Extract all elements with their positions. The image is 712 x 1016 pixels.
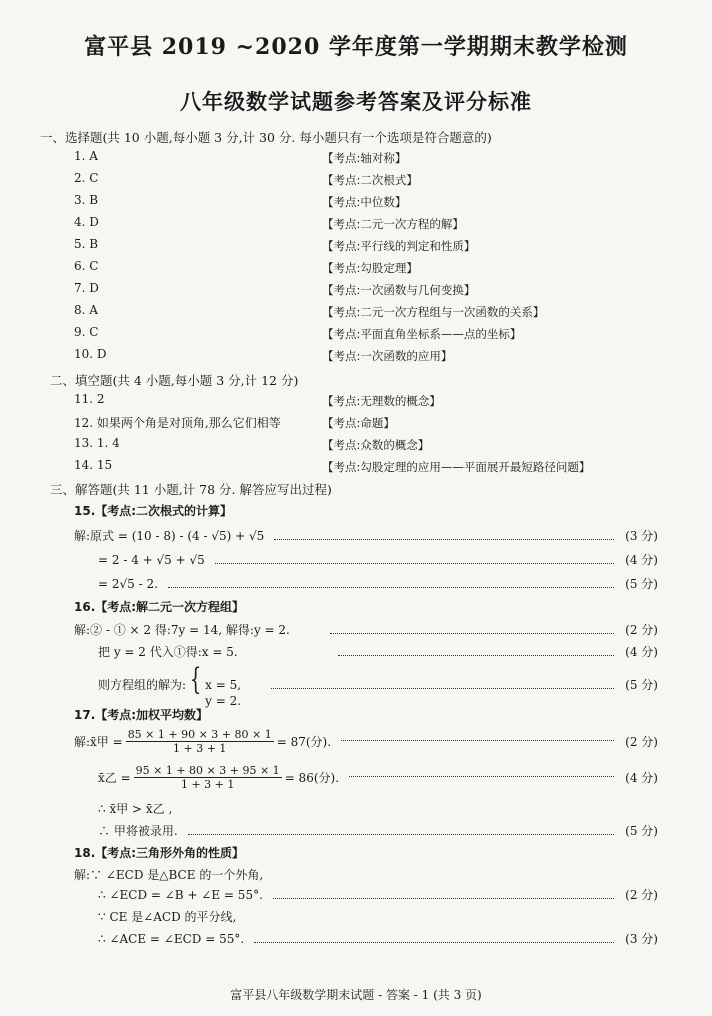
step-text: 解:原式 = (10 - 8) - (4 - √5) + √5	[74, 529, 265, 543]
q16-step: 则方程组的解为: { x = 5, y = 2. (5 分)	[98, 662, 658, 708]
step-text: 则方程组的解为:	[98, 678, 187, 692]
topic-label: 【考点:中位数】	[322, 195, 407, 209]
step-text: = 2 - 4 + √5 + √5	[98, 553, 205, 567]
score: (2 分)	[625, 735, 658, 749]
q16-step	[74, 621, 658, 638]
section2-heading: 二、填空题(共 4 小题,每小题 3 分,计 12 分)	[50, 373, 299, 388]
topic-label: 【考点:轴对称】	[322, 151, 407, 165]
topic-label: 【考点:一次函数的应用】	[322, 349, 453, 363]
score: (5 分)	[625, 824, 658, 838]
answer-key-title: 八年级数学试题参考答案及评分标准	[180, 89, 532, 114]
topic-label: 【考点:平行线的判定和性质】	[322, 239, 476, 253]
topic-label: 【考点:二次根式】	[322, 173, 418, 187]
section1-heading: 一、选择题(共 10 小题,每小题 3 分,计 30 分. 每小题只有一个选项是符合题意的)	[40, 130, 492, 145]
step-text: ∴ ∠ACE = ∠ECD = 55°.	[98, 932, 245, 946]
answer-item: 14. 15	[74, 458, 113, 472]
q15-step	[74, 527, 658, 544]
score: (2 分)	[625, 888, 658, 902]
q17-step-text: ∴ x̄甲 > x̄乙 ,	[98, 802, 173, 816]
q17-step	[74, 728, 658, 755]
topic-label: 【考点:命题】	[322, 416, 395, 430]
answer-item: 10. D	[74, 347, 107, 361]
q17-step	[98, 764, 658, 791]
answer-item: 7. D	[74, 281, 99, 295]
score: (4 分)	[625, 553, 658, 567]
topic-label: 【考点:无理数的概念】	[322, 394, 441, 408]
answer-item: 9. C	[74, 325, 99, 339]
step-result: = 86(分).	[284, 771, 340, 785]
q18-step	[98, 930, 658, 947]
section3-heading: 三、解答题(共 11 小题,计 78 分. 解答应写出过程)	[50, 482, 332, 497]
q18-step-text: 解:∵ ∠ECD 是△BCE 的一个外角,	[74, 868, 264, 882]
topic-label: 【考点:勾股定理的应用——平面展开最短路径问题】	[322, 460, 591, 474]
score: (4 分)	[625, 771, 658, 785]
q17-step	[98, 822, 658, 839]
answer-item: 4. D	[74, 215, 99, 229]
q15-step	[98, 551, 658, 568]
step-text: x̄乙 =	[98, 771, 131, 785]
q15-step	[98, 575, 658, 592]
step-text: 解:x̄甲 =	[74, 735, 123, 749]
score: (2 分)	[625, 623, 658, 637]
step-text: = 2√5 - 2.	[98, 577, 158, 591]
q16-title: 16.【考点:解二元一次方程组】	[74, 600, 245, 614]
step-result: = 87(分).	[276, 735, 332, 749]
topic-label: 【考点:一次函数与几何变换】	[322, 283, 476, 297]
q18-step-text: ∵ CE 是∠ACD 的平分线,	[98, 910, 237, 924]
score: (3 分)	[625, 529, 658, 543]
answer-item: 2. C	[74, 171, 99, 185]
step-text: ∴ 甲将被录用.	[98, 824, 178, 838]
q18-title: 18.【考点:三角形外角的性质】	[74, 846, 245, 860]
step-text: ∴ ∠ECD = ∠B + ∠E = 55°.	[98, 888, 263, 902]
score: (3 分)	[625, 932, 658, 946]
q15-title: 15.【考点:二次根式的计算】	[74, 504, 233, 518]
answer-item: 1. A	[74, 149, 98, 163]
step-text: 解:② - ① × 2 得:7y = 14, 解得:y = 2.	[74, 623, 290, 637]
fraction: $\frac{95 \times 1 + 80 \times 3 + 95 \times 1}{1 + 3 + 1}$	[135, 764, 280, 791]
page-footer: 富平县八年级数学期末试题 - 答案 - 1 (共 3 页)	[230, 988, 482, 1002]
equation-system: x = 5, y = 2.	[205, 678, 242, 708]
fraction: $\frac{85 \times 1 + 90 \times 3 + 80 \times 1}{1 + 3 + 1}$	[127, 728, 272, 755]
q18-step	[98, 886, 658, 903]
topic-label: 【考点:勾股定理】	[322, 261, 418, 275]
topic-label: 【考点:二元一次方程组与一次函数的关系】	[322, 305, 545, 319]
topic-label: 【考点:二元一次方程的解】	[322, 217, 464, 231]
answer-item: 5. B	[74, 237, 99, 251]
score: (5 分)	[625, 678, 658, 692]
step-text: 把 y = 2 代入①得:x = 5.	[98, 645, 238, 659]
topic-label: 【考点:平面直角坐标系——点的坐标】	[322, 327, 522, 341]
answer-item: 6. C	[74, 259, 99, 273]
answer-item: 3. B	[74, 193, 99, 207]
exam-title: 富平县 2019 ~2020 学年度第一学期期末教学检测	[84, 34, 628, 60]
answer-item: 8. A	[74, 303, 98, 317]
topic-label: 【考点:众数的概念】	[322, 438, 430, 452]
answer-item: 11. 2	[74, 392, 105, 406]
q17-title: 17.【考点:加权平均数】	[74, 708, 209, 722]
score: (5 分)	[625, 577, 658, 591]
answer-item: 13. 1. 4	[74, 436, 120, 450]
score: (4 分)	[625, 645, 658, 659]
answer-item: 12. 如果两个角是对顶角,那么它们相等	[74, 416, 281, 430]
q16-step	[98, 643, 658, 660]
